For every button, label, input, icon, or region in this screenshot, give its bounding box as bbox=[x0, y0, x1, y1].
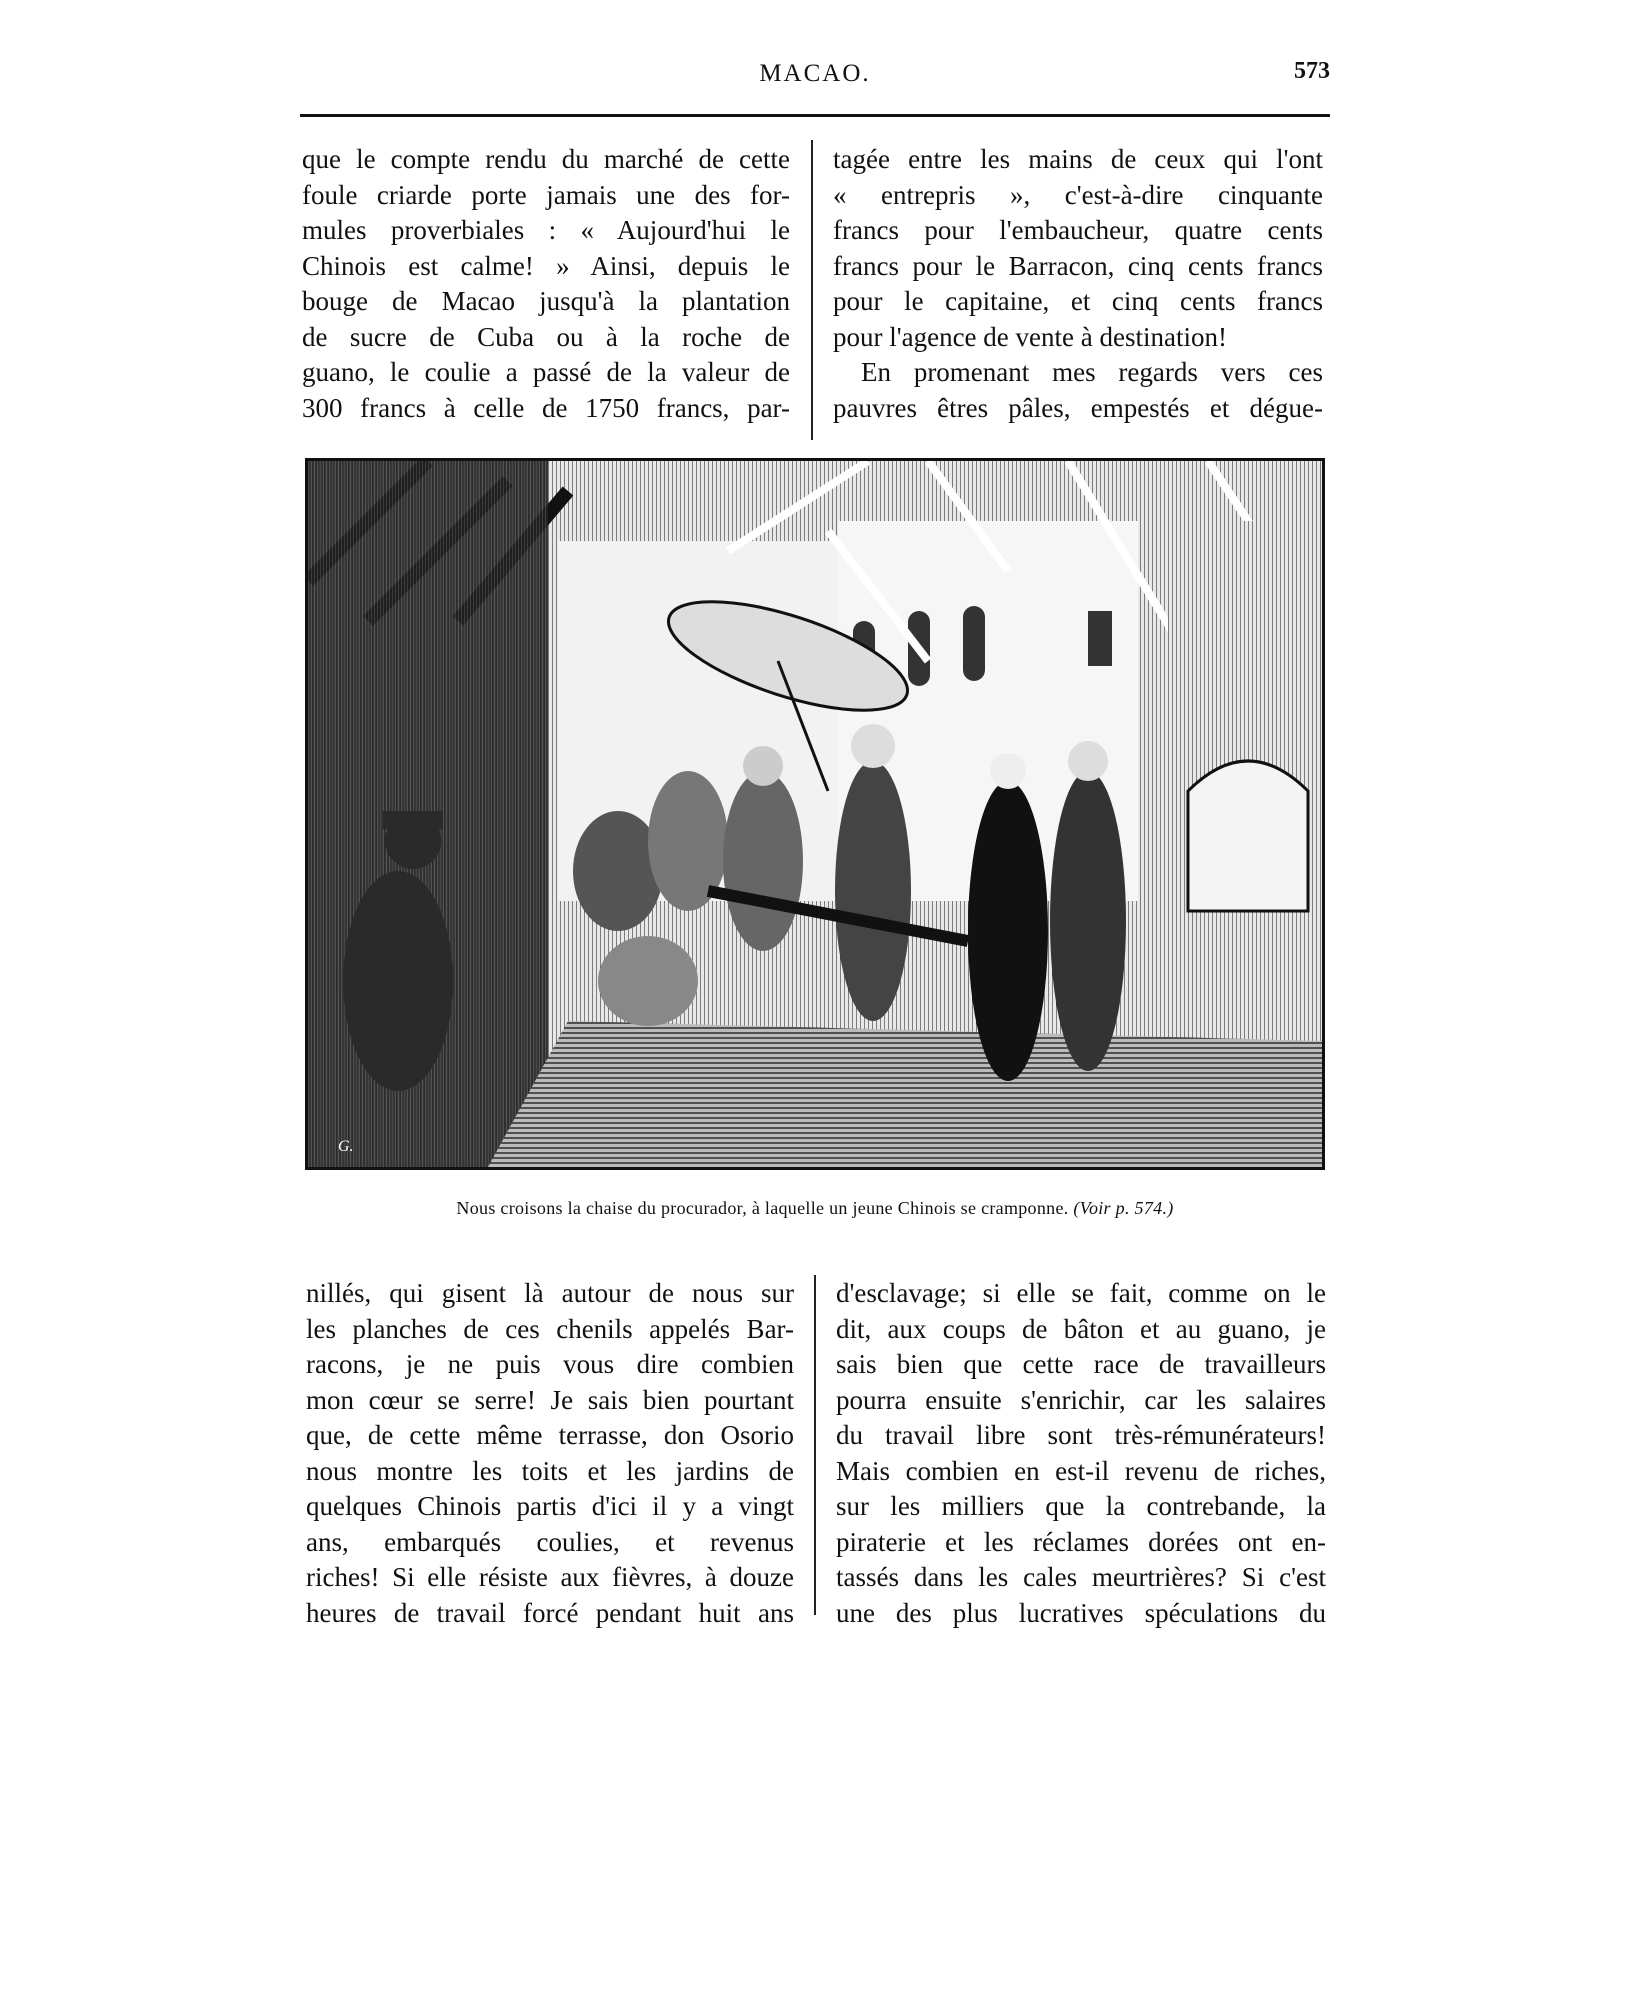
top-right-column bbox=[833, 142, 1323, 426]
bottom-left-column bbox=[306, 1276, 794, 1631]
text-line: guano, le coulie a passé de la valeur de bbox=[302, 357, 790, 387]
text-line: une des plus lucratives spéculations du bbox=[836, 1597, 1326, 1628]
street-scene-engraving bbox=[308, 461, 1322, 1167]
text-line: dit, aux coups de bâton et au guano, je bbox=[836, 1313, 1326, 1344]
engraving-illustration bbox=[305, 458, 1325, 1170]
text-line: « entrepris », c'est-à-dire cinquante bbox=[833, 179, 1323, 210]
text-line: mules proverbiales : « Aujourd'hui le bbox=[302, 215, 790, 245]
text-line: heures de travail forcé pendant huit ans bbox=[306, 1597, 794, 1628]
text-line: que, de cette même terrasse, don Osorio bbox=[306, 1420, 794, 1450]
text-line: nous montre les toits et les jardins de bbox=[306, 1455, 794, 1486]
text-line: de sucre de Cuba ou à la roche de bbox=[302, 321, 790, 352]
text-line: sur les milliers que la contrebande, la bbox=[836, 1491, 1326, 1521]
page-number: 573 bbox=[1294, 58, 1330, 84]
header-rule bbox=[300, 114, 1330, 117]
text-line: pauvres êtres pâles, empestés et dégue- bbox=[833, 392, 1323, 423]
text-line: nillés, qui gisent là autour de nous sur bbox=[306, 1278, 794, 1308]
text-line: tagée entre les mains de ceux qui l'ont bbox=[833, 144, 1323, 174]
caption-text: Nous croisons la chaise du procurador, à laquelle un jeune Chinois se cramponne. bbox=[456, 1198, 1069, 1218]
text-line: racons, je ne puis vous dire combien bbox=[306, 1349, 794, 1379]
text-line: riches! Si elle résiste aux fièvres, à douze bbox=[306, 1562, 794, 1592]
text-line: tassés dans les cales meurtrières? Si c'est bbox=[836, 1562, 1326, 1592]
text-line: En promenant mes regards vers ces bbox=[861, 357, 1323, 387]
column-divider bbox=[811, 140, 813, 440]
text-line: Chinois est calme! » Ainsi, depuis le bbox=[302, 250, 790, 281]
text-line: bouge de Macao jusqu'à la plantation bbox=[302, 286, 790, 316]
svg-text:G.: G. bbox=[338, 1138, 354, 1155]
text-line: du travail libre sont très-rémunérateurs! bbox=[836, 1420, 1326, 1450]
text-line: d'esclavage; si elle se fait, comme on le bbox=[836, 1278, 1326, 1308]
figure-caption bbox=[300, 1198, 1330, 1219]
bottom-right-column bbox=[836, 1276, 1326, 1631]
text-line: sais bien que cette race de travailleurs bbox=[836, 1349, 1326, 1379]
text-line: mon cœur se serre! Je sais bien pourtant bbox=[306, 1384, 794, 1415]
caption-page-reference: (Voir p. 574.) bbox=[1073, 1198, 1174, 1218]
running-title: MACAO. bbox=[759, 60, 871, 87]
text-line: francs pour le Barracon, cinq cents francs bbox=[833, 250, 1323, 281]
text-line: quelques Chinois partis d'ici il y a vingt bbox=[306, 1491, 794, 1521]
text-line: ans, embarqués coulies, et revenus bbox=[306, 1526, 794, 1557]
text-line: les planches de ces chenils appelés Bar- bbox=[306, 1313, 794, 1344]
text-line: pour le capitaine, et cinq cents francs bbox=[833, 286, 1323, 316]
top-left-column bbox=[302, 142, 790, 426]
text-line: que le compte rendu du marché de cette bbox=[302, 144, 790, 174]
text-line: pourra ensuite s'enrichir, car les salaires bbox=[836, 1384, 1326, 1415]
text-line: francs pour l'embaucheur, quatre cents bbox=[833, 215, 1323, 245]
text-line: foule criarde porte jamais une des for- bbox=[302, 179, 790, 210]
text-line: pour l'agence de vente à destination! bbox=[833, 321, 1227, 352]
running-head bbox=[300, 60, 1330, 100]
text-line: piraterie et les réclames dorées ont en- bbox=[836, 1526, 1326, 1557]
text-line: 300 francs à celle de 1750 francs, par- bbox=[302, 392, 790, 423]
text-line: Mais combien en est-il revenu de riches, bbox=[836, 1455, 1326, 1486]
column-divider bbox=[814, 1275, 816, 1615]
